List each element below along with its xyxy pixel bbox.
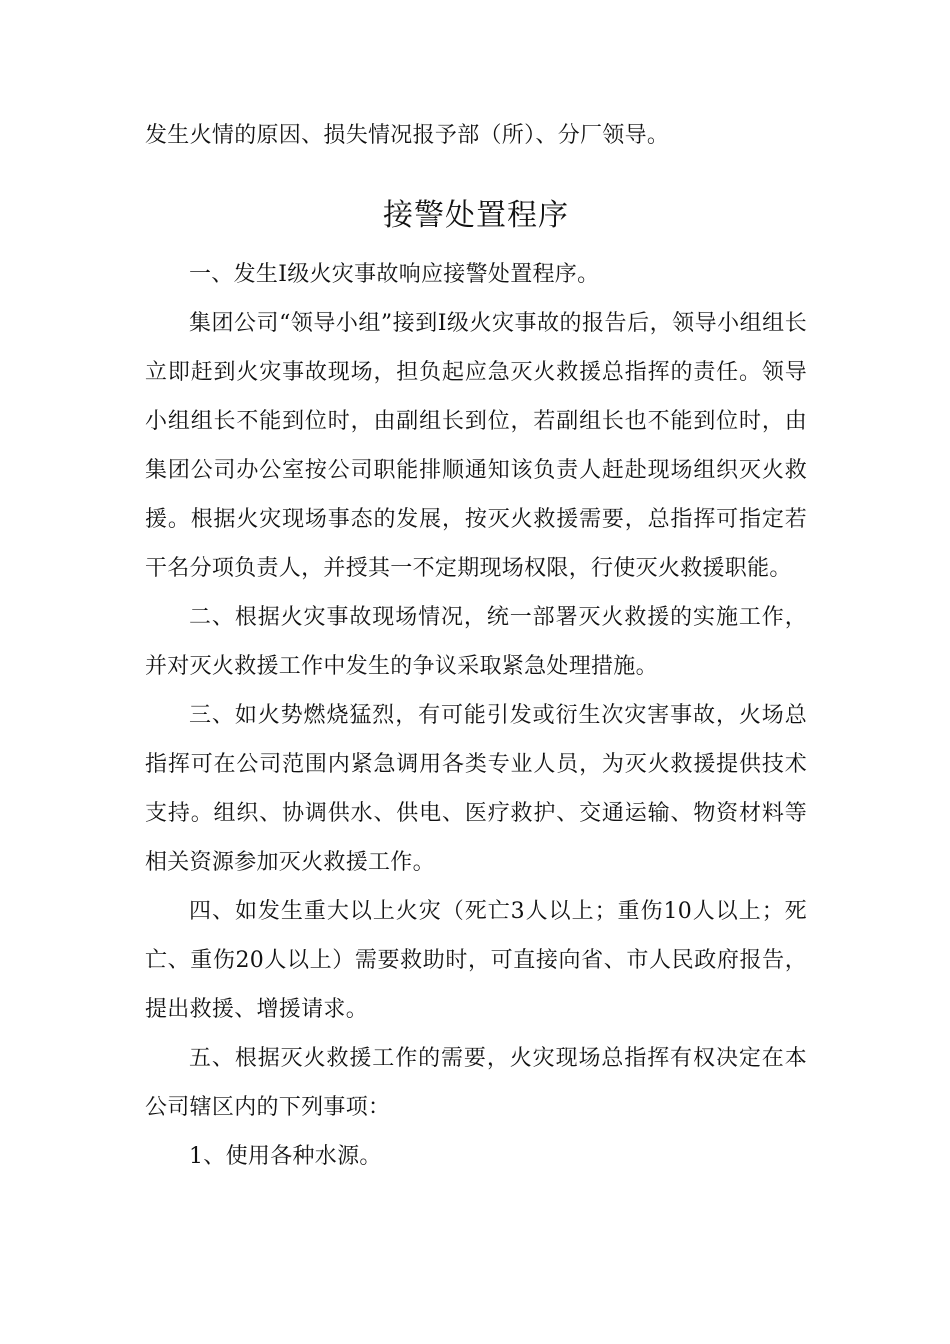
- paragraph-5: 四、如发生重大以上火灾（死亡3人以上；重伤10人以上；死亡、重伤20人以上）需要救助时，可直接向省、市人民政府报告，提出救援、增援请求。: [145, 899, 807, 1022]
- paragraph-2: 集团公司“领导小组”接到I级火灾事故的报告后，领导小组组长立即赶到火灾事故现场，担负起应急灭火救援总指挥的责任。领导小组组长不能到位时，由副组长到位，若副组长也不能到位时，由集团公司办公室按公司职能排顺通知该负责人赶赴现场组织灭火救援。根据火灾现场事态的发展，按灭火救援需要，总指挥可指定若干名分项负责人，并授其一不定期现场权限，行使灭火救援职能。: [145, 311, 807, 581]
- paragraph-7: 1、使用各种水源。: [189, 1144, 382, 1169]
- paragraph-1: 一、发生I级火灾事故响应接警处置程序。: [189, 262, 600, 287]
- paragraph-3: 二、根据火灾事故现场情况，统一部署灭火救援的实施工作，并对灭火救援工作中发生的争议采取紧急处理措施。: [145, 605, 807, 679]
- continuation-paragraph: 发生火情的原因、损失情况报予部（所）、分厂领导。: [145, 123, 670, 148]
- document-body: [145, 111, 807, 1181]
- paragraph-4: 三、如火势燃烧猛烈，有可能引发或衍生次灾害事故，火场总指挥可在公司范围内紧急调用各类专业人员，为灭火救援提供技术支持。组织、协调供水、供电、医疗救护、交通运输、物资材料等相关资源参加灭火救援工作。: [145, 703, 807, 875]
- section-title: 接警处置程序: [383, 198, 569, 233]
- paragraph-6: 五、根据灭火救援工作的需要，火灾现场总指挥有权决定在本公司辖区内的下列事项：: [145, 1046, 807, 1120]
